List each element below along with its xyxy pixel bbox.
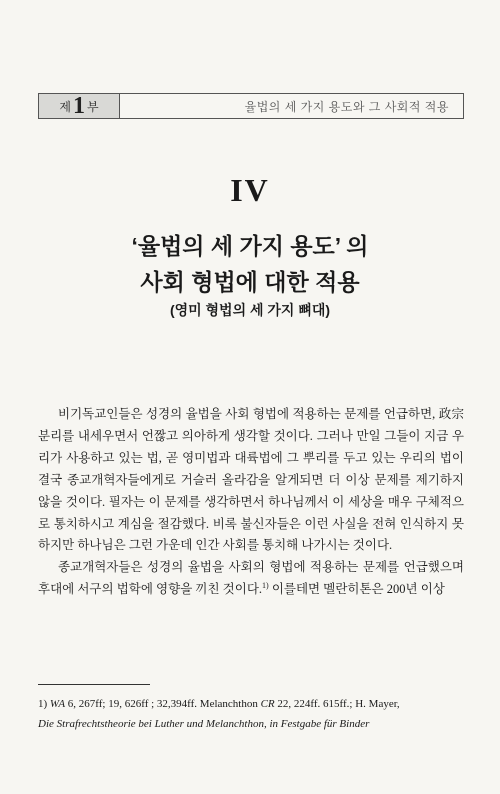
chapter-title-line2: 사회 형법에 대한 적용	[140, 269, 360, 295]
footnote	[38, 694, 464, 734]
footnote-citation: Die Strafrechtstheorie bei Luther und Melanchthon, in Festgabe für Binder	[38, 718, 370, 730]
chapter-number: IV	[230, 172, 270, 208]
section-title: 율법의 세 가지 용도와 그 사회적 적용	[244, 99, 449, 114]
chapter-title	[0, 228, 500, 300]
paragraph: 비기독교인들은 성경의 율법을 사회 형법에 적용하는 문제를 언급하면, 政宗 분리를 내세우면서 언짢고 의아하게 생각할 것이다. 그러나 만일 그들이 지금 우리가 사용하고 있는 법, 곧 영미법과 대륙법에 그 뿌리를 두고 있는 우리의 법이 결국 종교개혁자들에게로 거슬러 올라감을 알게되면 더 이상 문제를 제기하지 않을 것이다. 필자는 이 문제를 생각하면서 하나님께서 이 세상을 매우 구체적으로 통치하시고 계심을 절감했다. 비록 불신자들은 이런 사실을 전혀 인식하지 못하지만 하나님은 그런 가운데 인간 사회를 통치해 나가시는 것이다.	[38, 407, 464, 553]
footnote-divider	[38, 684, 150, 685]
part-prefix: 제	[59, 99, 71, 114]
paragraph-text: 이를테면 멜란히톤은 200년 이상	[268, 582, 445, 597]
section-title-box	[120, 93, 464, 119]
paragraph	[38, 557, 464, 601]
part-label	[38, 93, 120, 119]
paragraph-text: 종교개혁자들은 성경의 율법을 사회의 형법에 적용하는 문제를 언급했으며 후대에 서구의 법학에 영향을 끼친 것이다.	[38, 560, 464, 597]
footnote-text: 6, 267ff; 19, 626ff ; 32,394ff. Melanchthon	[65, 698, 261, 710]
body-text	[38, 404, 464, 601]
chapter-subtitle: (영미 형법의 세 가지 뼈대)	[169, 302, 331, 318]
part-suffix: 부	[87, 99, 99, 114]
footnote-text: CR	[260, 698, 275, 710]
footnote-text: WA	[49, 698, 66, 710]
footnote-text: 22, 224ff. 615ff.; H. Mayer,	[274, 698, 400, 710]
footnote-marker: 1)	[38, 698, 48, 710]
footnote-reference[interactable]: 1)	[262, 581, 269, 591]
running-header	[38, 92, 464, 120]
chapter-title-line1: ‘율법의 세 가지 용도’ 의	[131, 233, 369, 259]
part-number: 1	[73, 93, 85, 119]
